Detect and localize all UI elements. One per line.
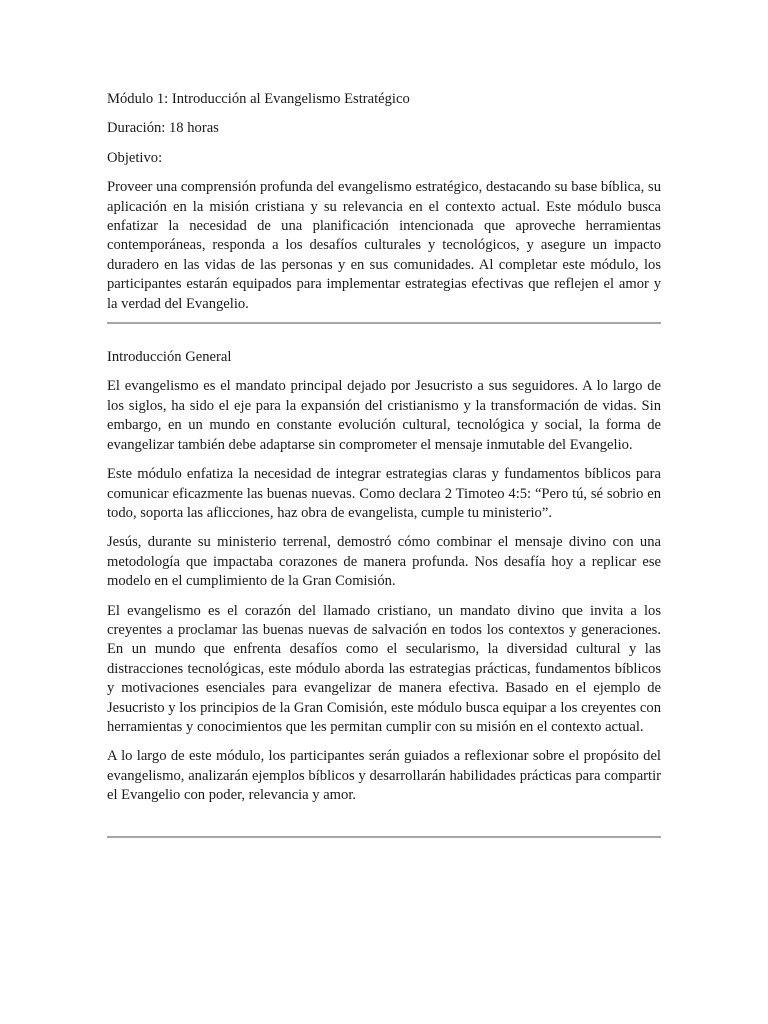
objective-label: Objetivo: bbox=[107, 149, 163, 166]
section-heading-introduction: Introducción General bbox=[107, 349, 232, 366]
intro-paragraph-1: El evangelismo es el mandato principal dejado por Jesucristo a sus seguidores. A lo largo de los siglos, ha sido el eje para la expansión del cristianismo y la transformación de vidas. Sin embargo, en un mundo en constante evolución cultural, tecnológica y social, la forma de evangelizar también debe adaptarse sin comprometer el mensaje inmutable del Evangelio. bbox=[107, 378, 661, 453]
intro-paragraph-3: Jesús, durante su ministerio terrenal, demostró cómo combinar el mensaje divino con una metodología que impactaba corazones de manera profunda. Nos desafía hoy a replicar ese modelo en el cumplimiento de la Gran Comisión. bbox=[107, 534, 661, 590]
section-divider-bottom bbox=[107, 836, 661, 838]
intro-paragraph-2: Este módulo enfatiza la necesidad de integrar estrategias claras y fundamentos bíblicos para comunicar eficazmente las buenas nuevas. Como declara 2 Timoteo 4:5: “Pero tú, sé sobrio en todo, soporta las aflicciones, haz obra de evangelista, cumple tu ministerio”. bbox=[107, 466, 661, 521]
module-title: Módulo 1: Introducción al Evangelismo Estratégico bbox=[107, 91, 410, 107]
objective-text: Proveer una comprensión profunda del evangelismo estratégico, destacando su base bíblica, su aplicación en la misión cristiana y su relevancia en el contexto actual. Este módulo busca enfatizar la necesidad de una planificación intencionada que aproveche herramientas contemporáneas, responda a los desafíos culturales y tecnológicos, y asegure un impacto duradero en las vidas de las personas y en sus comunidades. Al completar este módulo, los participantes estarán equipados para implementar estrategias efectivas que reflejen el amor y la verdad del Evangelio. bbox=[107, 179, 661, 312]
section-divider bbox=[107, 322, 661, 324]
intro-paragraph-4: El evangelismo es el corazón del llamado cristiano, un mandato divino que invita a los creyentes a proclamar las buenas nuevas de salvación en todos los contextos y generaciones. En un mundo que enfrenta desafíos como el secularismo, la diversidad cultural y las distracciones tecnológicas, este módulo aborda las estrategias prácticas, fundamentos bíblicos y motivaciones esenciales para evangelizar de manera efectiva. Basado en el ejemplo de Jesucristo y los principios de la Gran Comisión, este módulo busca equipar a los creyentes con herramientas y conocimientos que les permitan cumplir con su misión en el contexto actual. bbox=[107, 602, 661, 735]
intro-paragraph-5: A lo largo de este módulo, los participantes serán guiados a reflexionar sobre el propósito del evangelismo, analizarán ejemplos bíblicos y desarrollarán habilidades prácticas para compartir el Evangelio con poder, relevancia y amor. bbox=[107, 748, 661, 804]
module-duration: Duración: 18 horas bbox=[107, 120, 219, 137]
document-content bbox=[107, 90, 661, 838]
